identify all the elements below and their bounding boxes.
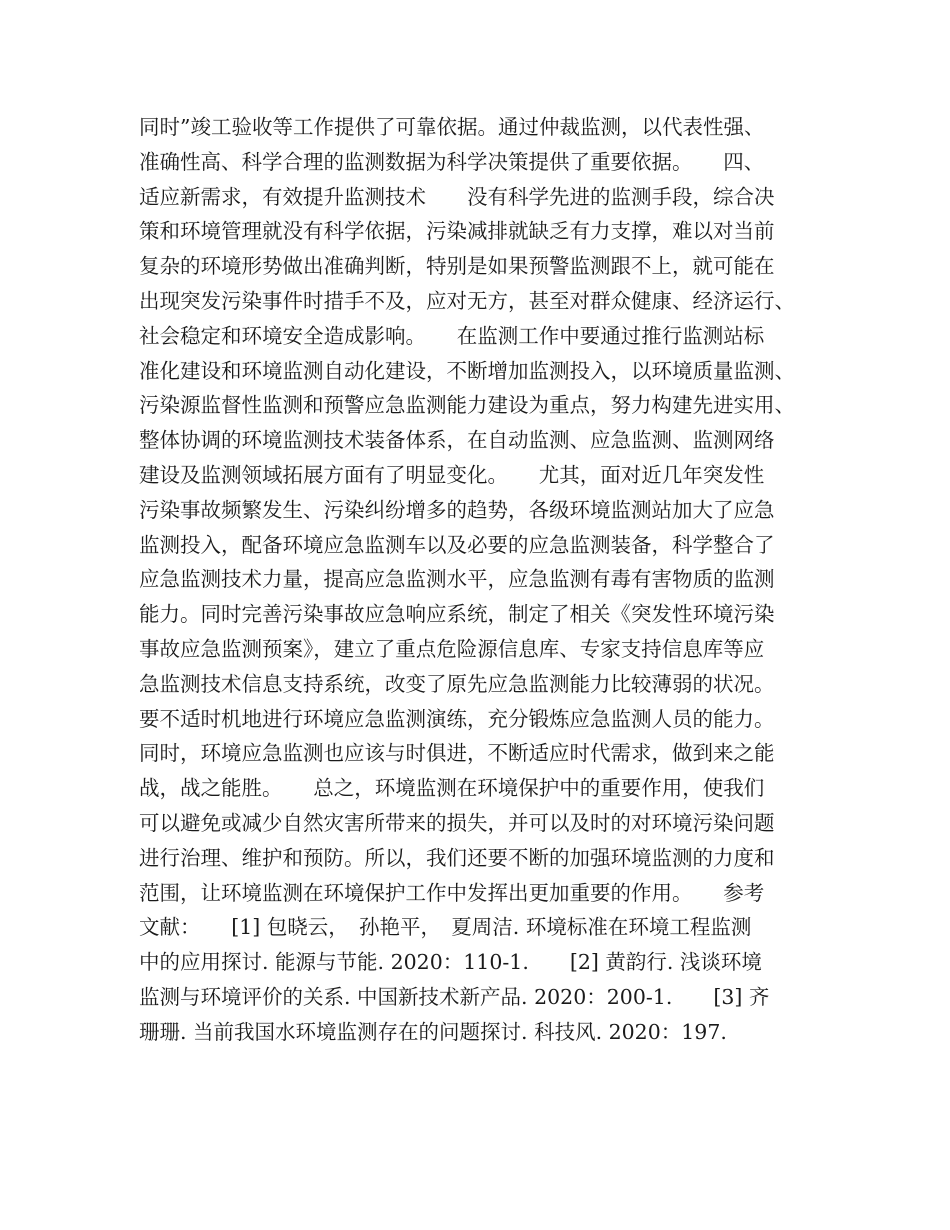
text-line: 建设及监测领域拓展方面有了明显变化。 尤其，面对近几年突发性 bbox=[139, 462, 765, 487]
reference-line: 监测与环境评价的关系. 中国新技术新产品. 2020：200-1. [3] 齐 bbox=[139, 984, 770, 1009]
text-line: 要不适时机地进行环境应急监测演练，充分锻炼应急监测人员的能力。 bbox=[139, 706, 775, 731]
text-line: 适应新需求，有效提升监测技术 没有科学先进的监测手段，综合决 bbox=[139, 184, 775, 209]
text-line: 进行治理、维护和预防。所以，我们还要不断的加强环境监测的力度和 bbox=[139, 845, 775, 870]
text-line: 能力。同时完善污染事故应急响应系统，制定了相关《突发性环境污染 bbox=[139, 602, 775, 627]
reference-line: 珊珊. 当前我国水环境监测存在的问题探讨. 科技风. 2020：197. bbox=[139, 1019, 727, 1044]
reference-line: 中的应用探讨. 能源与节能. 2020：110-1. [2] 黄韵行. 浅谈环境 bbox=[139, 950, 762, 975]
text-line: 应急监测技术力量，提高应急监测水平，应急监测有毒有害物质的监测 bbox=[139, 567, 775, 592]
text-line: 急监测技术信息支持系统，改变了原先应急监测能力比较薄弱的状况。 bbox=[139, 671, 775, 696]
text-line: 准确性高、科学合理的监测数据为科学决策提供了重要依据。 四、 bbox=[139, 149, 765, 174]
text-line: 范围，让环境监测在环境保护工作中发挥出更加重要的作用。 参考 bbox=[139, 880, 765, 905]
text-line: 准化建设和环境监测自动化建设，不断增加监测投入，以环境质量监测、 bbox=[139, 358, 795, 383]
text-line: 出现突发污染事件时措手不及，应对无方，甚至对群众健康、经济运行、 bbox=[139, 288, 795, 313]
text-line: 污染源监督性监测和预警应急监测能力建设为重点，努力构建先进实用、 bbox=[139, 393, 795, 418]
text-line: 社会稳定和环境安全造成影响。 在监测工作中要通过推行监测站标 bbox=[139, 323, 765, 348]
text-line: 同时”竣工验收等工作提供了可靠依据。通过仲裁监测，以代表性强、 bbox=[139, 115, 765, 139]
text-line: 同时，环境应急监测也应该与时俱进，不断适应时代需求，做到来之能 bbox=[139, 741, 775, 766]
reference-line: 文献： [1] 包晓云， 孙艳平， 夏周洁. 环境标准在环境工程监测 bbox=[139, 915, 752, 940]
text-line: 污染事故频繁发生、污染纠纷增多的趋势，各级环境监测站加大了应急 bbox=[139, 497, 775, 522]
text-line: 整体协调的环境监测技术装备体系，在自动监测、应急监测、监测网络 bbox=[139, 428, 775, 453]
text-line: 监测投入，配备环境应急监测车以及必要的应急监测装备，科学整合了 bbox=[139, 532, 775, 557]
text-line: 策和环境管理就没有科学依据，污染减排就缺乏有力支撑，难以对当前 bbox=[139, 219, 775, 244]
text-line: 战，战之能胜。 总之，环境监测在环境保护中的重要作用，使我们 bbox=[139, 776, 765, 801]
text-line: 事故应急监测预案》，建立了重点危险源信息库、专家支持信息库等应 bbox=[139, 636, 765, 661]
text-line: 复杂的环境形势做出准确判断，特别是如果预警监测跟不上，就可能在 bbox=[139, 254, 775, 279]
text-line: 可以避免或减少自然灾害所带来的损失，并可以及时的对环境污染问题 bbox=[139, 810, 775, 835]
body-text bbox=[139, 110, 829, 1050]
